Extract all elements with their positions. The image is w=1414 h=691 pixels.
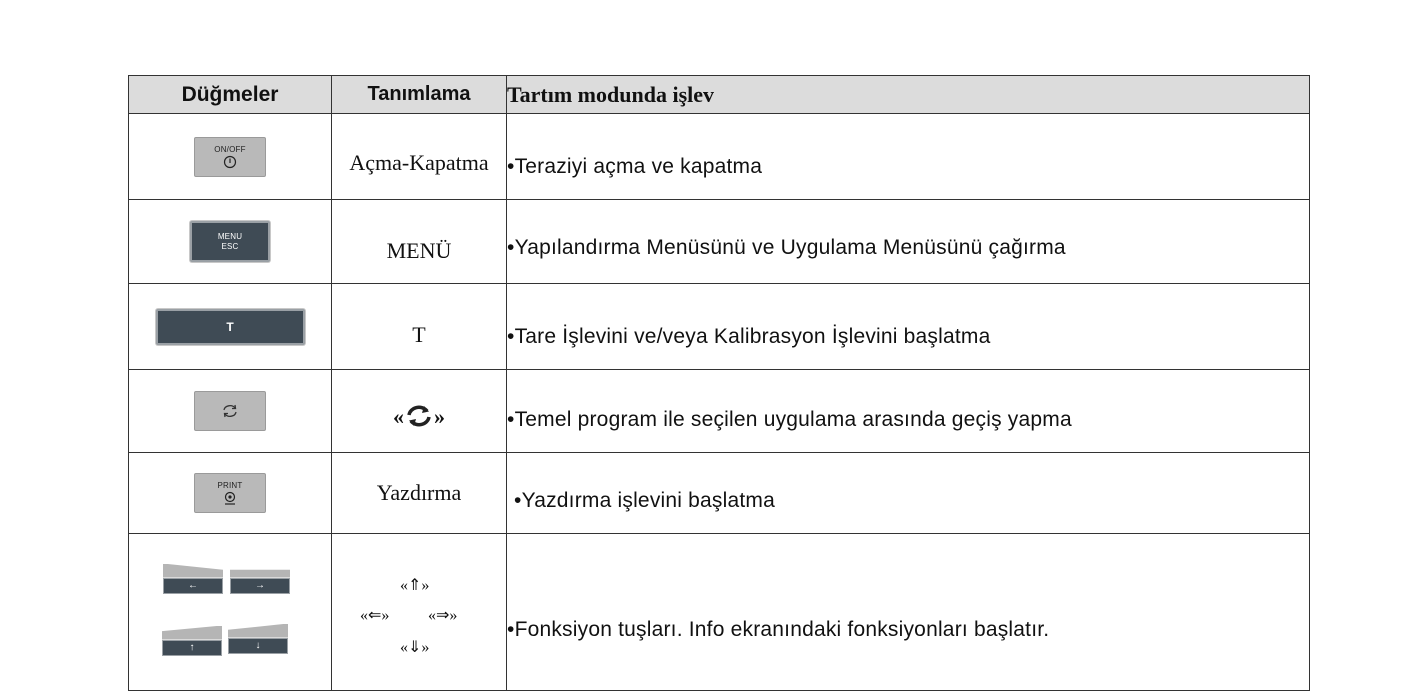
down-arrow-icon: «⇓» [400, 639, 430, 656]
key-label: ON/OFF [214, 144, 246, 154]
key-label: ← [163, 578, 223, 594]
description-text: Temel program ile seçilen uygulama arasında geçiş yapma [514, 407, 1072, 431]
name-cell [332, 370, 507, 453]
name-cell: MENÜ [332, 200, 507, 284]
key-cell [129, 534, 332, 691]
up-arrow-icon: «⇑» [400, 577, 430, 594]
header-buttons: Düğmeler [129, 76, 332, 114]
key-cell [129, 453, 332, 534]
up-arrow-key [162, 626, 222, 656]
description-cell [507, 370, 1310, 453]
name-cell: T [332, 284, 507, 370]
sync-icon [221, 403, 239, 419]
button-function-table [128, 75, 1310, 691]
on-off-key [194, 137, 266, 177]
table-row [129, 370, 1310, 453]
table-row [129, 114, 1310, 200]
description-cell [507, 453, 1310, 534]
table-row [129, 200, 1310, 284]
description-cell [507, 534, 1310, 691]
name-cell [332, 534, 507, 691]
key-cell [129, 370, 332, 453]
quote-left: « [393, 403, 404, 429]
sync-icon [404, 403, 434, 429]
description-text: Teraziyi açma ve kapatma [514, 154, 763, 178]
description-cell [507, 200, 1310, 284]
table-row [129, 453, 1310, 534]
right-arrow-icon: «⇒» [428, 607, 458, 624]
key-label: ↓ [228, 638, 288, 654]
description-text: Tare İşlevini ve/veya Kalibrasyon İşlevini başlatma [514, 324, 991, 348]
menu-esc-key [190, 221, 270, 262]
table-row [129, 284, 1310, 370]
print-key [194, 473, 266, 513]
description-cell [507, 284, 1310, 370]
tare-key [156, 309, 305, 345]
header-name: Tanımlama [332, 76, 507, 114]
switch-key [194, 391, 266, 431]
key-cell [129, 114, 332, 200]
left-arrow-icon: «⇐» [360, 607, 390, 624]
key-label: MENU [217, 231, 243, 241]
key-cell [129, 200, 332, 284]
key-label: PRINT [217, 480, 243, 490]
key-sublabel: ESC [221, 241, 239, 251]
description-text: Fonksiyon tuşları. Info ekranındaki fonksiyonları başlatır. [514, 617, 1050, 641]
left-arrow-key [163, 564, 223, 594]
key-label: T [226, 319, 234, 334]
table-header-row [129, 76, 1310, 114]
key-cell [129, 284, 332, 370]
right-arrow-key [230, 564, 290, 594]
name-cell: Yazdırma [332, 453, 507, 534]
key-label: → [230, 578, 290, 594]
name-cell: Açma-Kapatma [332, 114, 507, 200]
power-icon [223, 155, 237, 169]
key-label: ↑ [162, 640, 222, 656]
arrow-glyphs [332, 557, 507, 667]
down-arrow-key [228, 624, 288, 654]
description-cell [507, 114, 1310, 200]
print-icon [223, 491, 237, 506]
description-text: Yazdırma işlevini başlatma [521, 488, 775, 512]
header-function: Tartım modunda işlev [507, 76, 1310, 114]
description-text: Yapılandırma Menüsünü ve Uygulama Menüsünü çağırma [514, 235, 1066, 259]
table-row [129, 534, 1310, 691]
quote-right: » [434, 403, 445, 429]
